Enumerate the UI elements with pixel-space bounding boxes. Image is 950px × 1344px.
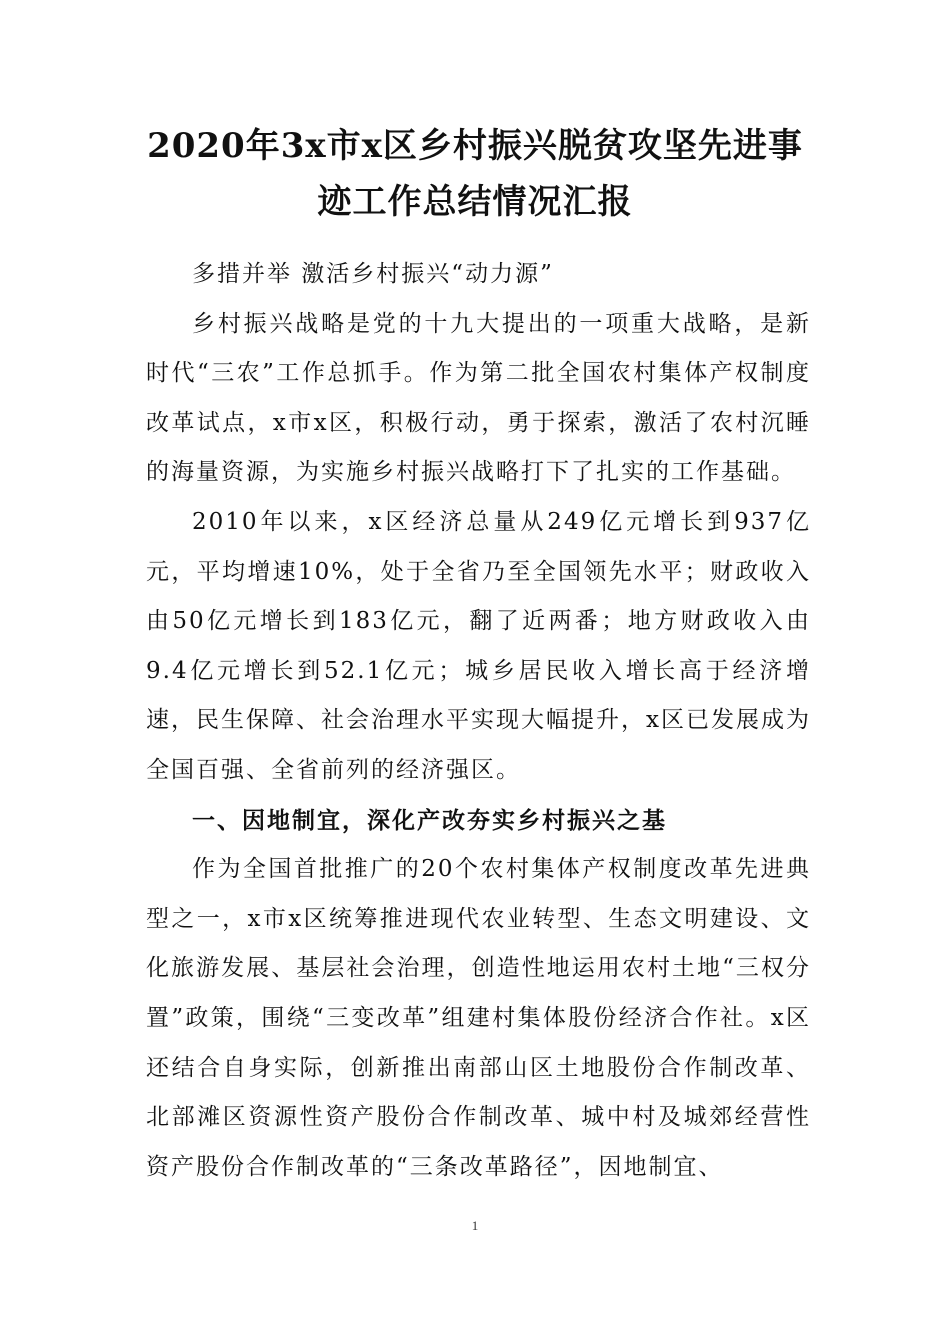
document-body (146, 250, 811, 1192)
title-line-2: 迹工作总结情况汇报 (317, 182, 633, 222)
section-heading-1: 一、因地制宜，深化产改夯实乡村振兴之基 (192, 806, 667, 834)
document-title (120, 118, 830, 230)
paragraph-section-1: 作为全国首批推广的20个农村集体产权制度改革先进典型之一，x市x区统筹推进现代农业转型、生态文明建设、文化旅游发展、基层社会治理，创造性地运用农村土地“三权分置”政策，围绕“三变改革”组建村集体股份经济合作社。x区还结合自身实际，创新推出南部山区土地股份合作制改革、北部滩区资源性资产股份合作制改革、城中村及城郊经营性资产股份合作制改革的“三条改革路径”，因地制宜、 (146, 856, 811, 1180)
page-number: 1 (471, 1218, 479, 1233)
title-line-1: 2020年3x市x区乡村振兴脱贫攻坚先进事 (147, 126, 803, 166)
paragraph-economy: 2010年以来，x区经济总量从249亿元增长到937亿元，平均增速10%，处于全省乃至全国领先水平；财政收入由50亿元增长到183亿元，翻了近两番；地方财政收入由9.4亿元增长到52.1亿元；城乡居民收入增长高于经济增速，民生保障、社会治理水平实现大幅提升，x区已发展成为全国百强、全省前列的经济强区。 (146, 508, 811, 783)
paragraph-intro: 乡村振兴战略是党的十九大提出的一项重大战略，是新时代“三农”工作总抓手。作为第二批全国农村集体产权制度改革试点，x市x区，积极行动，勇于探索，激活了农村沉睡的海量资源，为实施乡村振兴战略打下了扎实的工作基础。 (146, 310, 811, 486)
subtitle: 多措并举 激活乡村振兴“动力源” (192, 261, 554, 287)
